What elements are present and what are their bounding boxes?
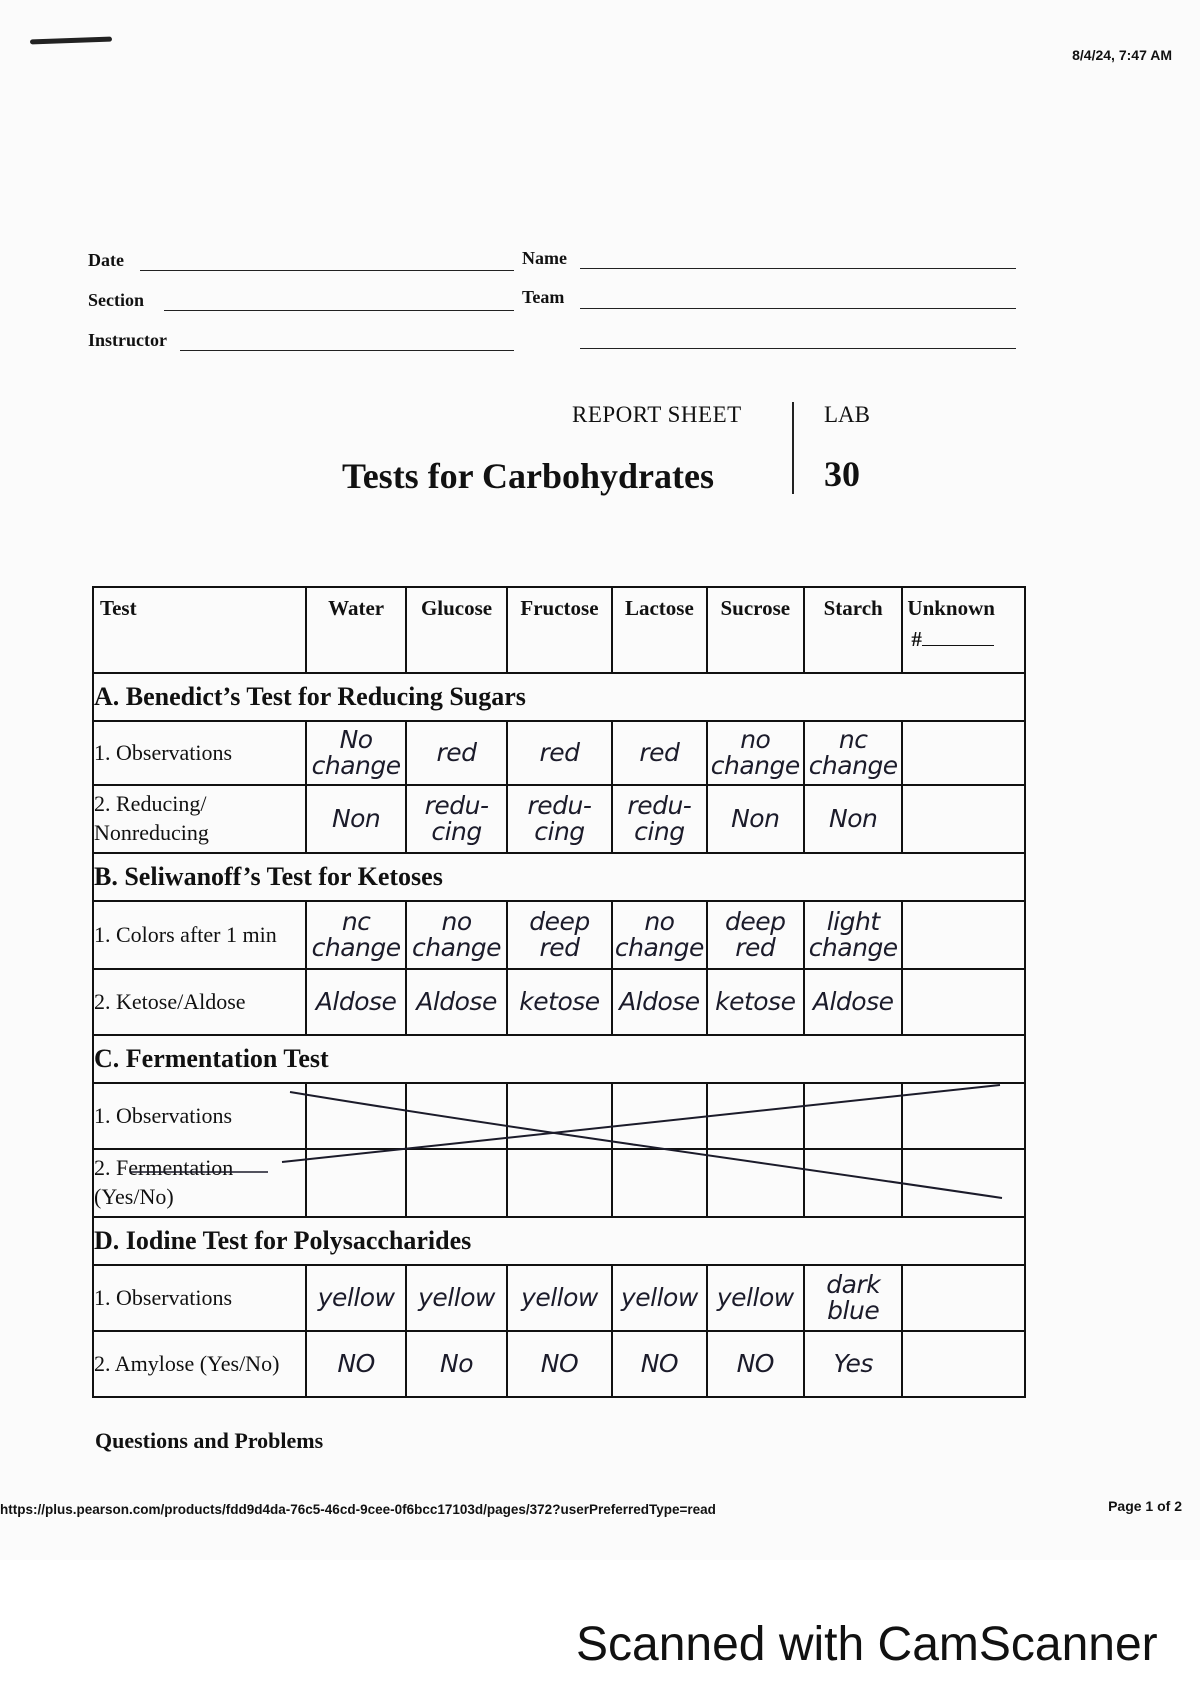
header-sucrose: Sucrose <box>707 587 804 673</box>
lab-number: 30 <box>824 454 860 494</box>
row-label: 1. Observations <box>93 721 306 785</box>
result-cell[interactable]: Yes <box>804 1331 902 1397</box>
name-line <box>580 268 1016 269</box>
section-title: C. Fermentation Test <box>93 1035 1025 1083</box>
header-unknown <box>902 587 1025 673</box>
section-title: D. Iodine Test for Polysaccharides <box>93 1217 1025 1265</box>
results-table <box>92 586 1026 1398</box>
result-cell[interactable]: Aldose <box>406 969 506 1035</box>
extra-line <box>580 348 1016 349</box>
footer-url[interactable]: https://plus.pearson.com/products/fdd9d4da-76c5-46cd-9cee-0f6bcc17103d/pages/372?userPreferredType=read <box>0 1502 716 1517</box>
result-cell[interactable]: no change <box>707 721 804 785</box>
result-cell[interactable]: Non <box>707 785 804 853</box>
row-label: 2. Amylose (Yes/No) <box>93 1331 306 1397</box>
result-cell[interactable] <box>902 1149 1025 1217</box>
section-label: Section <box>88 290 144 310</box>
page-title: Tests for Carbohydrates <box>342 456 715 496</box>
table-row <box>93 1083 1025 1149</box>
result-cell[interactable]: no change <box>612 901 706 969</box>
result-cell[interactable]: NO <box>612 1331 706 1397</box>
result-cell[interactable] <box>707 1149 804 1217</box>
camscanner-watermark: Scanned with CamScanner <box>576 1618 1158 1671</box>
row-label: 1. Colors after 1 min <box>93 901 306 969</box>
table-row <box>93 901 1025 969</box>
section-title: A. Benedict’s Test for Reducing Sugars <box>93 673 1025 721</box>
result-cell[interactable]: Aldose <box>804 969 902 1035</box>
section-row <box>93 853 1025 901</box>
result-cell[interactable]: redu- cing <box>612 785 706 853</box>
result-cell[interactable] <box>507 1083 612 1149</box>
row-label: 1. Observations <box>93 1265 306 1331</box>
pen-mark <box>30 37 112 45</box>
header-lactose: Lactose <box>612 587 706 673</box>
result-cell[interactable] <box>902 969 1025 1035</box>
result-cell[interactable]: yellow <box>707 1265 804 1331</box>
result-cell[interactable] <box>902 1083 1025 1149</box>
header-glucose: Glucose <box>406 587 506 673</box>
table-row <box>93 969 1025 1035</box>
title-divider <box>792 402 794 494</box>
result-cell[interactable]: Aldose <box>306 969 406 1035</box>
table-row <box>93 1265 1025 1331</box>
result-cell[interactable]: ketose <box>707 969 804 1035</box>
print-timestamp: 8/4/24, 7:47 AM <box>1072 47 1172 63</box>
section-row <box>93 1035 1025 1083</box>
result-cell[interactable] <box>902 901 1025 969</box>
name-label: Name <box>522 248 567 268</box>
result-cell[interactable] <box>902 785 1025 853</box>
result-cell[interactable]: ketose <box>507 969 612 1035</box>
result-cell[interactable] <box>707 1083 804 1149</box>
section-title: B. Seliwanoff’s Test for Ketoses <box>93 853 1025 901</box>
result-cell[interactable]: yellow <box>612 1265 706 1331</box>
date-line <box>140 270 514 271</box>
result-cell[interactable]: no change <box>406 901 506 969</box>
result-cell[interactable]: Non <box>306 785 406 853</box>
result-cell[interactable] <box>804 1083 902 1149</box>
result-cell[interactable]: red <box>612 721 706 785</box>
row-label: 2. Reducing/ Nonreducing <box>93 785 306 853</box>
report-sheet-label: REPORT SHEET <box>572 402 742 427</box>
result-cell[interactable]: Non <box>804 785 902 853</box>
result-cell[interactable] <box>612 1083 706 1149</box>
result-cell[interactable]: nc change <box>804 721 902 785</box>
section-row <box>93 1217 1025 1265</box>
result-cell[interactable] <box>902 1265 1025 1331</box>
table-row <box>93 785 1025 853</box>
result-cell[interactable]: red <box>507 721 612 785</box>
result-cell[interactable] <box>406 1083 506 1149</box>
result-cell[interactable] <box>306 1149 406 1217</box>
result-cell[interactable]: NO <box>306 1331 406 1397</box>
result-cell[interactable]: NO <box>507 1331 612 1397</box>
team-line <box>580 308 1016 309</box>
result-cell[interactable]: Aldose <box>612 969 706 1035</box>
table-row <box>93 1149 1025 1217</box>
result-cell[interactable]: yellow <box>507 1265 612 1331</box>
unknown-number-field: # <box>907 627 1024 652</box>
row-label: 2. Ketose/Aldose <box>93 969 306 1035</box>
header-starch: Starch <box>804 587 902 673</box>
table-row <box>93 721 1025 785</box>
questions-heading: Questions and Problems <box>95 1428 324 1453</box>
table-row <box>93 1331 1025 1397</box>
result-cell[interactable]: deep red <box>707 901 804 969</box>
section-line <box>164 310 514 311</box>
instructor-label: Instructor <box>88 330 167 350</box>
header-test: Test <box>93 587 306 673</box>
row-label: 1. Observations <box>93 1083 306 1149</box>
header-fructose: Fructose <box>507 587 612 673</box>
result-cell[interactable] <box>406 1149 506 1217</box>
date-label: Date <box>88 250 124 270</box>
result-cell[interactable]: No change <box>306 721 406 785</box>
result-cell[interactable]: deep red <box>507 901 612 969</box>
result-cell[interactable]: redu- cing <box>507 785 612 853</box>
result-cell[interactable] <box>306 1083 406 1149</box>
header-unknown-label: Unknown <box>907 596 995 620</box>
result-cell[interactable] <box>507 1149 612 1217</box>
result-cell[interactable]: NO <box>707 1331 804 1397</box>
result-cell[interactable]: nc change <box>306 901 406 969</box>
table-body <box>93 673 1025 1397</box>
team-label: Team <box>522 287 565 307</box>
row-label: 2. Fermentation (Yes/No) <box>93 1149 306 1217</box>
result-cell[interactable] <box>902 1331 1025 1397</box>
result-cell[interactable] <box>902 721 1025 785</box>
result-cell[interactable]: No <box>406 1331 506 1397</box>
lab-label: LAB <box>824 402 870 427</box>
section-row <box>93 673 1025 721</box>
result-cell[interactable]: light change <box>804 901 902 969</box>
header-water: Water <box>306 587 406 673</box>
instructor-line <box>180 350 514 351</box>
result-cell[interactable] <box>804 1149 902 1217</box>
result-cell[interactable]: yellow <box>406 1265 506 1331</box>
page-number: Page 1 of 2 <box>1108 1498 1182 1514</box>
result-cell[interactable]: dark blue <box>804 1265 902 1331</box>
result-cell[interactable]: yellow <box>306 1265 406 1331</box>
table-header-row <box>93 587 1025 673</box>
result-cell[interactable]: redu- cing <box>406 785 506 853</box>
result-cell[interactable]: red <box>406 721 506 785</box>
result-cell[interactable] <box>612 1149 706 1217</box>
